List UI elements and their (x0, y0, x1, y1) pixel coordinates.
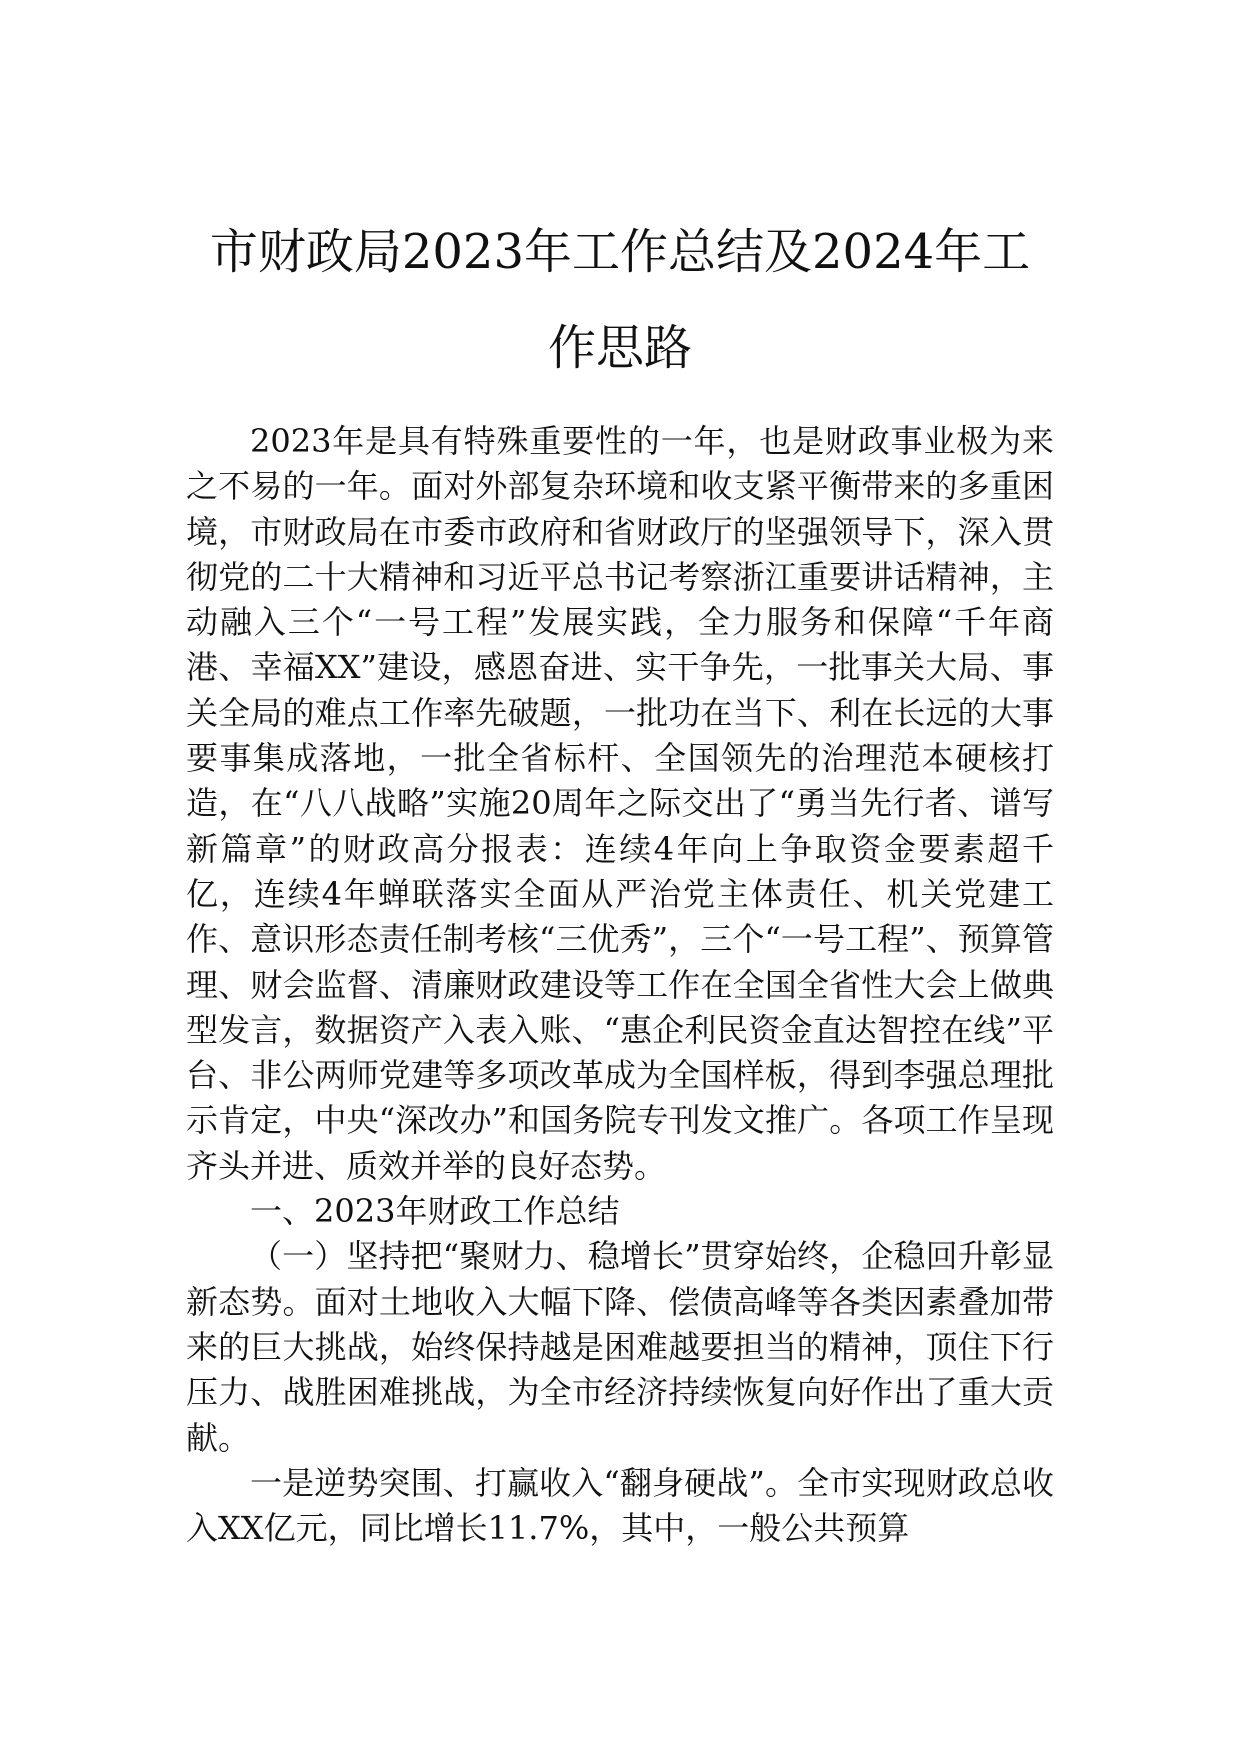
document-title: 市财政局2023年工作总结及2024年工作思路 (209, 224, 1031, 376)
document-body (186, 419, 1054, 1551)
intro-paragraph: 2023年是具有特殊重要性的一年，也是财政事业极为来之不易的一年。面对外部复杂环境和收支紧平衡带来的多重困境，市财政局在市委市政府和省财政厅的坚强领导下，深入贯彻党的二十大精神和习近平总书记考察浙江重要讲话精神，主动融入三个“一号工程”发展实践，全力服务和保障“千年商港、幸福XX”建设，感恩奋进、实干争先，一批事关大局、事关全局的难点工作率先破题，一批功在当下、利在长远的大事要事集成落地，一批全省标杆、全国领先的治理范本硬核打造，在“八八战略”实施20周年之际交出了“勇当先行者、谱写新篇章”的财政高分报表：连续4年向上争取资金要素超千亿，连续4年蝉联落实全面从严治党主体责任、机关党建工作、意识形态责任制考核“三优秀”，三个“一号工程”、预算管理、财会监督、清廉财政建设等工作在全国全省性大会上做典型发言，数据资产入表入账、“惠企利民资金直达智控在线”平台、非公两师党建等多项改革成为全国样板，得到李强总理批示肯定，中央“深改办”和国务院专刊发文推广。各项工作呈现齐头并进、质效并举的良好态势。 (186, 422, 1054, 1185)
section-heading: 一、2023年财政工作总结 (250, 1192, 620, 1231)
subsection-paragraph: （一）坚持把“聚财力、稳增长”贯穿始终，企稳回升彰显新态势。面对土地收入大幅下降、偿债高峰等各类因素叠加带来的巨大挑战，始终保持越是困难越要担当的精神，顶住下行压力、战胜困难挑战，为全市经济持续恢复向好作出了重大贡献。 (186, 1237, 1054, 1457)
point-paragraph: 一是逆势突围、打赢收入“翻身硬战”。全市实现财政总收入XX亿元，同比增长11.7%，其中，一般公共预算 (186, 1463, 1054, 1548)
